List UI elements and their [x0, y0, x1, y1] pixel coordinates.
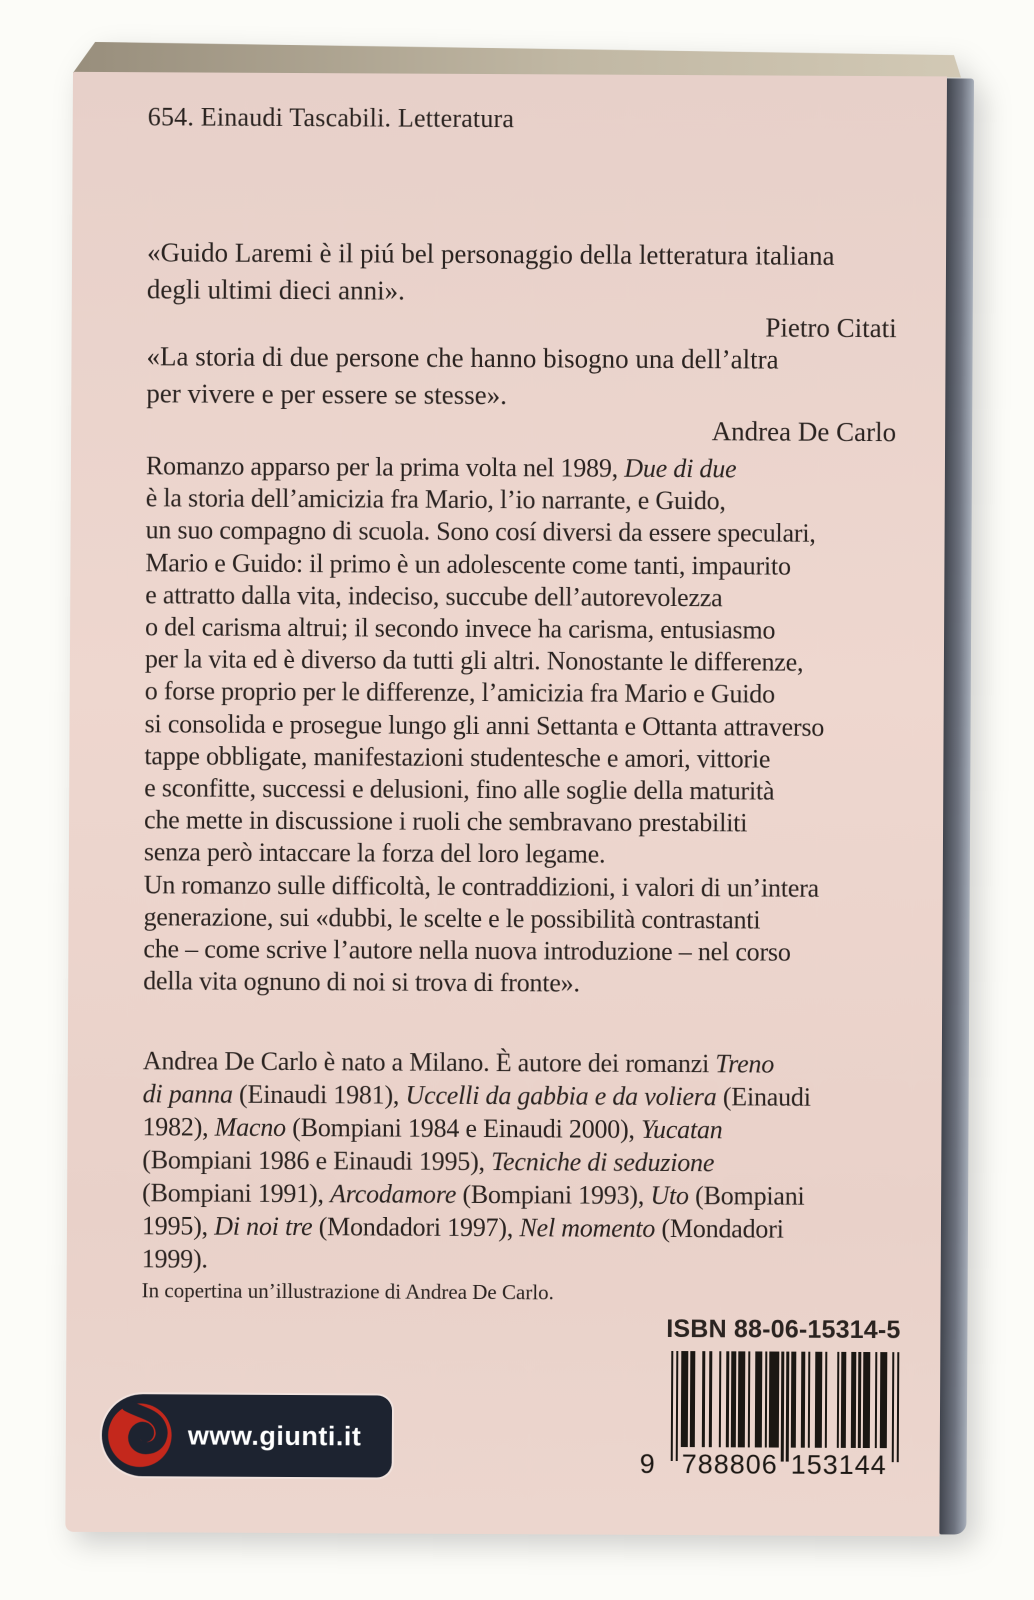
- publisher-bar: [102, 1394, 392, 1478]
- quote-block-decarlo: [146, 338, 897, 451]
- quote-text: «Guido Laremi è il piú bel personaggio della letteratura italiana degli ultimi dieci anni».: [146, 237, 835, 306]
- series-header: 654. Einaudi Tascabili. Letteratura: [147, 102, 515, 134]
- barcode-right-digits: 153144: [790, 1449, 887, 1481]
- barcode-left-digits: 788806: [681, 1449, 778, 1480]
- barcode-number: [636, 1449, 902, 1482]
- book-body: [65, 72, 974, 1537]
- barcode-lead-digit: 9: [639, 1448, 655, 1479]
- quote-text: «La storia di due persone che hanno bisogno una dell’altra per vivere e per essere se stesse».: [146, 341, 779, 411]
- back-cover-surface: [65, 72, 947, 1537]
- author-bio-text: Andrea De Carlo è nato a Milano. È autore dei romanzi Treno di panna (Einaudi 1981), Uccelli da gabbia e da voliera (Einaudi 1982), Macno (Bompiani 1984 e Einaudi 2000), Yucatan (Bompiani 1986 e Einaudi 1995), Tecniche di seduzione (Bompiani 1991), Arcodamore (Bompiani 1993), Uto (Bompiani 1995), Di noi tre (Mondadori 1997), Nel momento (Mondadori 1999).: [141, 1046, 811, 1274]
- barcode: [636, 1351, 903, 1484]
- giunti-logo-icon: [106, 1401, 174, 1469]
- synopsis-text: Romanzo apparso per la prima volta nel 1989, Due di due è la storia dell’amicizia fra Mario, l’io narrante, e Guido, un suo compagno di scuola. Sono cosí diversi da essere speculari, Mario e Guido: il primo è un adolescente come tanti, impaurito e attratto dalla vita, indeciso, succube dell’autorevolezza o del carisma altrui; il secondo invece ha carisma, entusiasmo per la vita ed è diverso da tutti gli altri. Nonostante le differenze, o forse proprio per le differenze, l’amicizia fra Mario e Guido si consolida e prosegue lungo gli anni Settanta e Ottanta attraverso tappe obbligate, manifestazioni studentesche e amori, vittorie e sconfitte, successi e delusioni, fino alle soglie della maturità che mette in discussione i ruoli che sembravano prestabiliti senza però intaccare la forza del loro legame. Un romanzo sulle difficoltà, le contraddizioni, i valori di un’intera generazione, sui «dubbi, le scelte e le possibilità contrastanti che – come scrive l’autore nella nuova introduzione – nel corso della vita ognuno di noi si trova di fronte».: [143, 451, 825, 998]
- quote-block-citati: [147, 234, 898, 347]
- isbn-label: ISBN 88-06-15314-5: [666, 1314, 901, 1345]
- quote-attribution: Pietro Citati: [765, 312, 897, 344]
- quote-attribution: Andrea De Carlo: [711, 416, 897, 448]
- cover-illustration-credit: In copertina un’illustrazione di Andrea De Carlo.: [141, 1278, 554, 1305]
- publisher-url: www.giunti.it: [187, 1419, 362, 1451]
- book-back-cover: [65, 42, 974, 1537]
- barcode-bars: [671, 1351, 901, 1462]
